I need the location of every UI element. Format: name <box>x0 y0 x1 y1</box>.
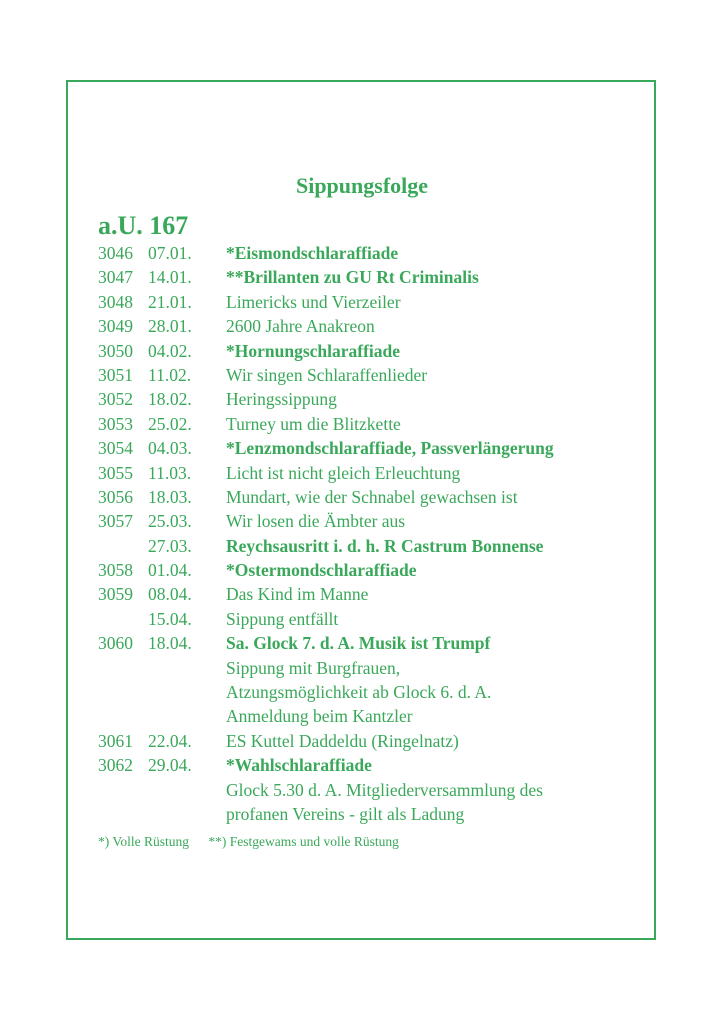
session-date <box>144 680 226 704</box>
session-title: Wir losen die Ämbter aus <box>226 511 406 532</box>
session-title: Das Kind im Manne <box>226 584 369 605</box>
schedule-row <box>98 339 554 363</box>
schedule-row <box>98 485 554 509</box>
session-title: Sa. Glock 7. d. A. Musik ist Trumpf <box>226 633 491 654</box>
session-title: **Brillanten zu GU Rt Criminalis <box>226 267 479 288</box>
session-title: *Ostermondschlaraffiade <box>226 560 417 581</box>
session-date: 25.03. <box>148 511 192 532</box>
session-date: 04.03. <box>148 438 192 459</box>
session-number <box>98 802 144 826</box>
session-title: 2600 Jahre Anakreon <box>226 316 375 337</box>
session-date: 27.03. <box>148 535 192 556</box>
session-title: Reychsausritt i. d. h. R Castrum Bonnense <box>226 535 544 556</box>
session-number <box>98 778 144 802</box>
schedule-list <box>98 241 554 826</box>
session-date: 04.02. <box>148 340 192 361</box>
session-number: 3051 <box>98 364 133 385</box>
session-date: 18.04. <box>148 633 192 654</box>
session-title: profanen Vereins - gilt als Ladung <box>226 803 465 824</box>
schedule-row <box>98 412 554 436</box>
schedule-row <box>98 558 554 582</box>
session-number <box>98 680 144 704</box>
session-number: 3062 <box>98 755 133 776</box>
session-date: 18.02. <box>148 389 192 410</box>
session-title: Limericks und Vierzeiler <box>226 291 401 312</box>
session-title: Wir singen Schlaraffenlieder <box>226 364 428 385</box>
session-date: 14.01. <box>148 267 192 288</box>
schedule-row <box>98 607 554 631</box>
session-date: 11.02. <box>148 364 192 385</box>
schedule-row <box>98 363 554 387</box>
session-number: 3052 <box>98 389 133 410</box>
session-date <box>144 778 226 802</box>
session-date: 15.04. <box>148 608 192 629</box>
year-heading: a.U. 167 <box>98 211 189 240</box>
session-title: Turney um die Blitzkette <box>226 413 401 434</box>
schedule-row <box>98 241 554 265</box>
schedule-row <box>98 778 554 802</box>
session-number <box>98 534 144 558</box>
session-title: Sippung mit Burgfrauen, <box>226 657 401 678</box>
schedule-row <box>98 680 554 704</box>
session-number: 3057 <box>98 511 133 532</box>
session-number: 3055 <box>98 462 133 483</box>
session-number: 3059 <box>98 584 133 605</box>
session-number: 3054 <box>98 438 133 459</box>
footnotes <box>98 832 399 852</box>
session-number: 3046 <box>98 243 133 263</box>
session-date: 29.04. <box>148 755 192 776</box>
session-date: 28.01. <box>148 316 192 337</box>
session-date: 18.03. <box>148 486 192 507</box>
session-number: 3060 <box>98 633 133 654</box>
footnote-single-star: *) Volle Rüstung <box>98 834 190 849</box>
schedule-row <box>98 534 554 558</box>
session-date <box>144 656 226 680</box>
schedule-row <box>98 461 554 485</box>
session-number: 3047 <box>98 267 133 288</box>
schedule-row <box>98 265 554 289</box>
session-date: 21.01. <box>148 291 192 312</box>
session-number: 3056 <box>98 486 133 507</box>
session-title: *Eismondschlaraffiade <box>226 243 399 263</box>
footnote-double-star: **) Festgewams und volle Rüstung <box>208 834 399 849</box>
session-title: ES Kuttel Daddeldu (Ringelnatz) <box>226 730 459 751</box>
schedule-row <box>98 753 554 777</box>
session-date: 11.03. <box>148 462 192 483</box>
session-title: Heringssippung <box>226 389 337 410</box>
schedule-row <box>98 290 554 314</box>
schedule-row <box>98 656 554 680</box>
session-number <box>98 607 144 631</box>
session-date <box>144 802 226 826</box>
session-number: 3058 <box>98 560 133 581</box>
session-date <box>144 704 226 728</box>
session-number <box>98 656 144 680</box>
session-number: 3049 <box>98 316 133 337</box>
schedule-row <box>98 436 554 460</box>
session-date: 08.04. <box>148 584 192 605</box>
session-date: 07.01. <box>148 243 192 263</box>
session-title: Glock 5.30 d. A. Mitgliederversammlung des <box>226 779 543 800</box>
schedule-row <box>98 729 554 753</box>
session-number: 3053 <box>98 413 133 434</box>
schedule-row <box>98 387 554 411</box>
session-number: 3050 <box>98 340 133 361</box>
schedule-row <box>98 314 554 338</box>
session-title: *Wahlschlaraffiade <box>226 755 372 776</box>
session-number: 3048 <box>98 291 133 312</box>
session-number: 3061 <box>98 730 133 751</box>
schedule-row <box>98 704 554 728</box>
session-title: Atzungsmöglichkeit ab Glock 6. d. A. <box>226 682 492 703</box>
schedule-row <box>98 509 554 533</box>
session-date: 25.02. <box>148 413 192 434</box>
schedule-row <box>98 631 554 655</box>
schedule-row <box>98 582 554 606</box>
session-date: 01.04. <box>148 560 192 581</box>
session-title: Mundart, wie der Schnabel gewachsen ist <box>226 486 518 507</box>
session-title: Anmeldung beim Kantzler <box>226 706 413 727</box>
session-date: 22.04. <box>148 730 192 751</box>
session-title: *Lenzmondschlaraffiade, Passverlängerung <box>226 438 554 459</box>
session-number <box>98 704 144 728</box>
page-title: Sippungsfolge <box>295 173 429 198</box>
schedule-row <box>98 802 554 826</box>
session-title: Licht ist nicht gleich Erleuchtung <box>226 462 461 483</box>
session-title: Sippung entfällt <box>226 608 339 629</box>
session-title: *Hornungschlaraffiade <box>226 340 401 361</box>
